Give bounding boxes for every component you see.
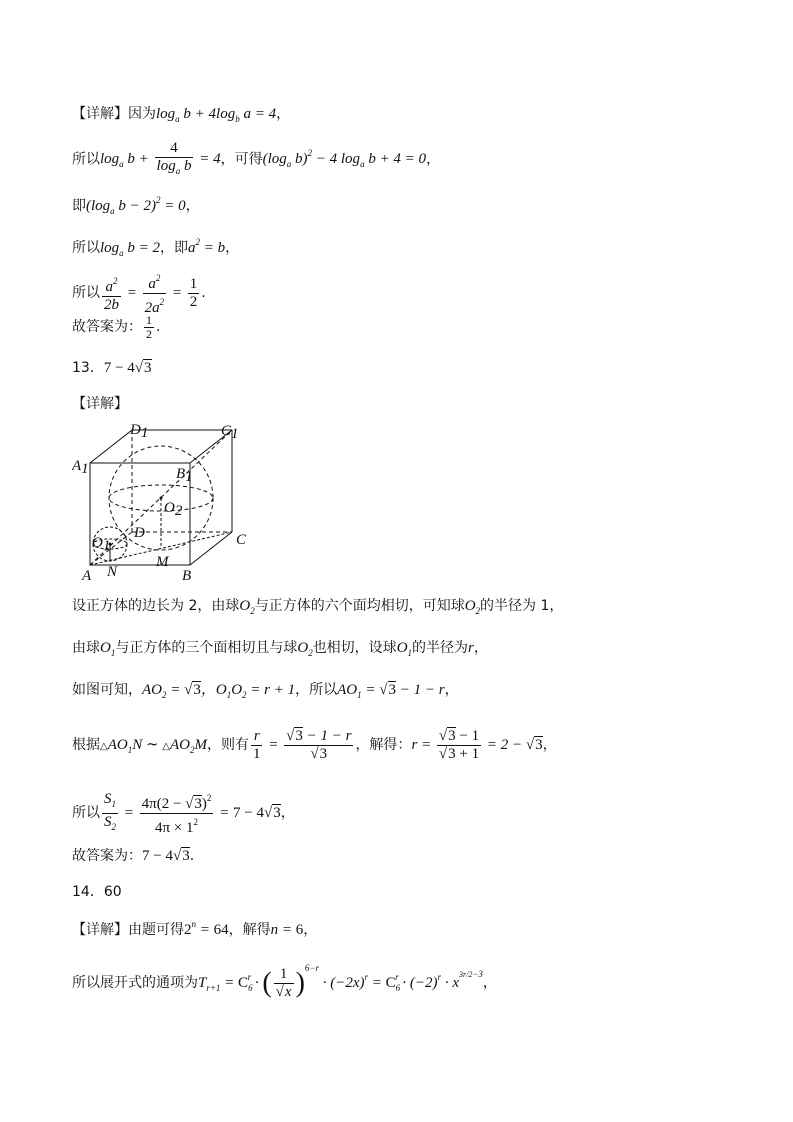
label-O1: O1 bbox=[92, 535, 111, 554]
cube-sphere-figure bbox=[72, 420, 262, 585]
solution-line-14: 【详解】由题可得$2^n = 64$，解得n = 6， bbox=[72, 919, 318, 938]
label-B: B bbox=[182, 568, 192, 584]
question-14-answer: 14．60 bbox=[72, 884, 122, 900]
math-expr: ($\log_a$ b − 2)$^2$ = 0 bbox=[86, 195, 186, 216]
math-expr: $\log_a b$ + $\frac{4}{\log_a b}$ = 4 bbox=[100, 151, 221, 167]
detail-header: 【详解】 bbox=[72, 396, 128, 412]
label-N: N bbox=[107, 564, 118, 580]
solution-line-3: 即($\log_a$ b − 2)$^2$ = 0， bbox=[72, 195, 200, 216]
solution-line-5: 所以 $\frac{a^2}{2b}$ = $\frac{a^2}{2a^2}$ = $\frac{1}{2}$ . bbox=[72, 273, 206, 316]
solution-line-11: 根据$\triangle AO_1N$ ∼ $\triangle AO_2M$，则有 $\frac{r}{1}$ = $\frac{√3 - 1 - r}{√3}$ ，解得：r = $\frac{√3 - 1}{√3 + 1}$ = 2 − √3， bbox=[72, 728, 557, 762]
solution-line-8: 设正方体的边长为 2，由球$O_2$与正方体的六个面均相切，可知球$O_2$的半径为 1， bbox=[72, 598, 564, 616]
solution-line-10: 如图可知，$AO_2 = √3$，$O_1O_2 = r + 1$，所以$AO_1 = √3 - 1 - r$， bbox=[72, 682, 459, 700]
math-expr: 7 − 4√3 bbox=[103, 360, 152, 376]
label-B1: B1 bbox=[176, 466, 193, 485]
math-expr: $\frac{a^2}{2b}$ = $\frac{a^2}{2a^2}$ = $\frac{1}{2}$ bbox=[104, 273, 198, 316]
solution-line-12: 所以 $\frac{S_1}{S_2}$ = $\frac{4\pi(2 - √3)^2}{4\pi \times 1^2}$ = 7 − 4√3， bbox=[72, 791, 295, 836]
solution-line-1: 【详解】因为$\log_a b + 4\log_b$ a = 4， bbox=[72, 106, 291, 124]
label-C: C bbox=[236, 532, 247, 548]
label-C1: C1 bbox=[221, 423, 239, 442]
solution-line-6: 故答案为： $\frac{1}{2}$ . bbox=[72, 313, 161, 341]
math-expr: $a^2 = b$ bbox=[188, 237, 226, 256]
math-expr: $\frac{1}{2}$ bbox=[146, 313, 152, 341]
question-13-answer: 13．7 − 4√3 bbox=[72, 360, 152, 376]
label-A1: A1 bbox=[72, 458, 89, 477]
label-O2: O2 bbox=[164, 500, 183, 519]
label-D: D bbox=[134, 525, 145, 541]
solution-line-15: 所以展开式的通项为$T_{r+1} = C_6^r$ · ( $\frac{1}{√x}$ )$^{6-r} \cdot (-2x)^r = C_6^r \cdot (-2)^r \cdot x^{3r/2-3}$， bbox=[72, 963, 497, 1001]
label-M: M bbox=[156, 554, 169, 570]
math-expr: $\log_a b + 4\log_b$ a = 4 bbox=[156, 106, 277, 124]
solution-line-13: 故答案为：7 − 4√3. bbox=[72, 848, 195, 864]
label-D1: D1 bbox=[130, 422, 149, 441]
label-A: A bbox=[82, 568, 92, 584]
math-expr: $\log_a b = 2$ bbox=[100, 240, 161, 258]
solution-line-2: 所以$\log_a b$ + $\frac{4}{\log_a b}$ = 4，可得($\log_a$ b)$^2$ − 4 $\log_a b + 4 = 0$， bbox=[72, 140, 440, 180]
math-expr: ($\log_a$ b)$^2$ − 4 $\log_a b + 4 = 0$ bbox=[262, 148, 427, 170]
solution-line-4: 所以$\log_a b = 2$，即$a^2 = b$， bbox=[72, 237, 240, 258]
solution-line-9: 由球$O_1$与正方体的三个面相切且与球$O_2$也相切，设球$O_1$的半径为r， bbox=[72, 640, 488, 658]
